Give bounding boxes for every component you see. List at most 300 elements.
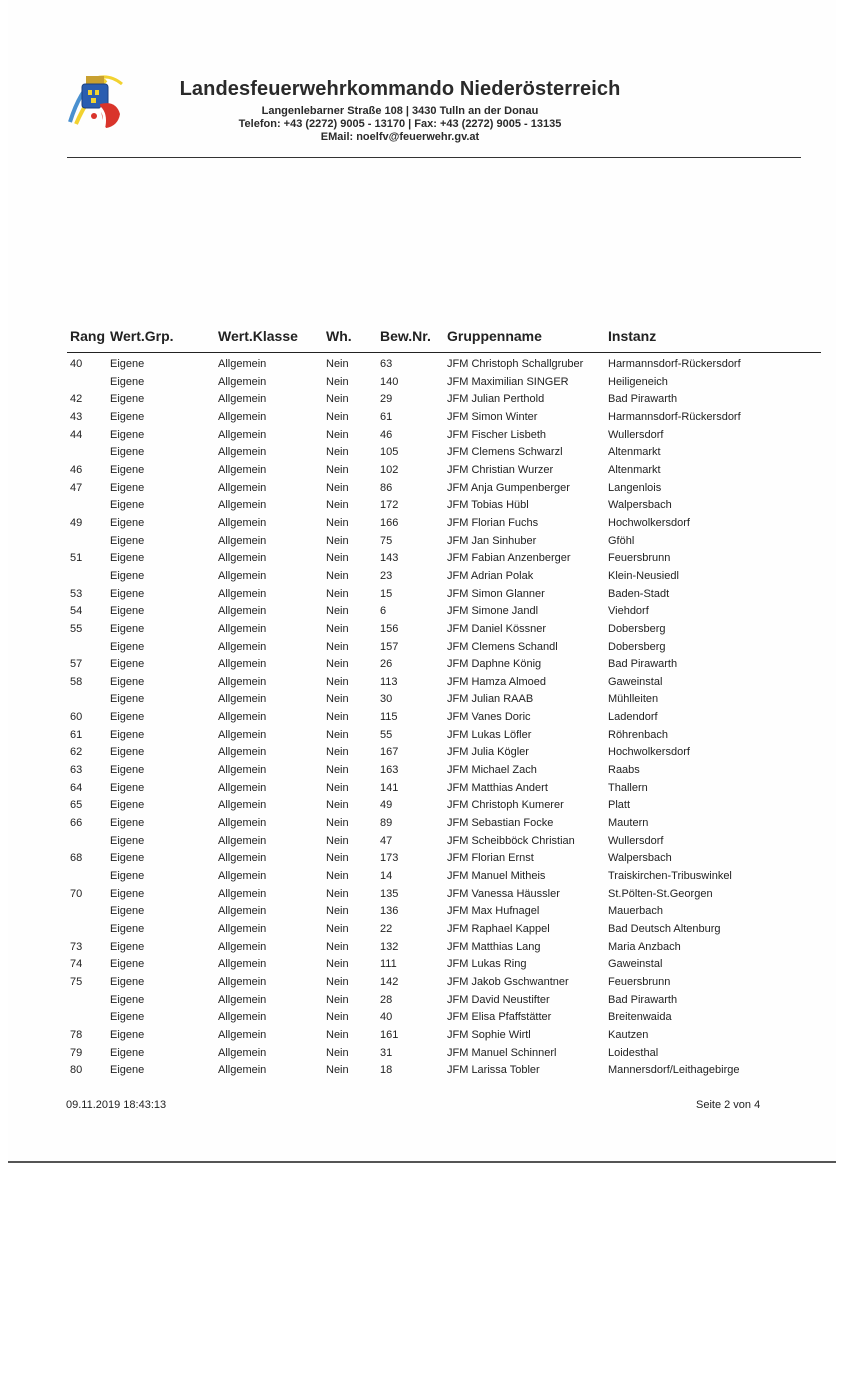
table-row [0,1009,850,1027]
table-row [0,868,850,886]
cell-rang: 43 [70,410,83,423]
cell-wertklasse: Allgemein [218,940,267,953]
cell-wertklasse: Allgemein [218,817,267,830]
cell-wertklasse: Allgemein [218,728,267,741]
cell-instanz: Mautern [608,817,649,830]
cell-instanz: Ladendorf [608,711,658,724]
cell-gruppenname: JFM Fabian Anzenberger [447,552,571,565]
cell-rang: 79 [70,1046,83,1059]
cell-wertgrp: Eigene [110,658,145,671]
cell-wertgrp: Eigene [110,852,145,865]
cell-wh: Nein [326,622,349,635]
cell-instanz: Walpersbach [608,852,672,865]
cell-bewnr: 105 [380,446,399,459]
cell-wh: Nein [326,393,349,406]
cell-wertgrp: Eigene [110,605,145,618]
cell-wertklasse: Allgemein [218,1064,267,1077]
cell-rang: 68 [70,852,83,865]
table-row [0,1062,850,1080]
cell-wh: Nein [326,640,349,653]
table-row [0,850,850,868]
table-row [0,409,850,427]
cell-gruppenname: JFM Clemens Schwarzl [447,446,563,459]
cell-wertklasse: Allgemein [218,375,267,388]
cell-wh: Nein [326,923,349,935]
cell-wertgrp: Eigene [110,463,145,476]
cell-wh: Nein [326,870,349,883]
cell-wh: Nein [326,1028,349,1041]
organization-address: Langenlebarner Straße 108 | 3430 Tulln an der Donau [261,105,539,117]
cell-gruppenname: JFM Larissa Tobler [447,1064,540,1077]
cell-gruppenname: JFM Maximilian SINGER [447,375,569,388]
cell-bewnr: 18 [380,1064,393,1077]
cell-wertgrp: Eigene [110,764,145,777]
cell-gruppenname: JFM Florian Fuchs [447,516,539,529]
table-row [0,903,850,921]
cell-bewnr: 102 [380,463,399,476]
cell-wh: Nein [326,1011,349,1024]
cell-wh: Nein [326,993,349,1006]
cell-wh: Nein [326,358,349,370]
cell-wh: Nein [326,711,349,724]
cell-instanz: Bad Pirawarth [608,993,678,1006]
organization-email: EMail: noelfv@feuerwehr.gv.at [320,131,480,143]
cell-rang: 42 [70,393,83,406]
cell-rang: 53 [70,587,83,600]
cell-wertgrp: Eigene [110,569,145,582]
cell-gruppenname: JFM Adrian Polak [447,569,534,582]
cell-instanz: Bad Pirawarth [608,393,678,406]
cell-bewnr: 15 [380,587,393,600]
table-row [0,921,850,939]
cell-wertgrp: Eigene [110,975,145,988]
cell-instanz: Feuersbrunn [608,552,671,565]
cell-rang: 63 [70,764,83,777]
table-row [0,762,850,780]
cell-gruppenname: JFM Florian Ernst [447,852,534,865]
cell-bewnr: 40 [380,1011,393,1024]
cell-instanz: Baden-Stadt [608,587,670,600]
cell-instanz: Langenlois [608,481,662,494]
cell-wertgrp: Eigene [110,640,145,653]
cell-bewnr: 173 [380,852,399,865]
cell-rang: 57 [70,658,83,671]
cell-instanz: Feuersbrunn [608,975,671,988]
cell-wertgrp: Eigene [110,587,145,600]
cell-wertklasse: Allgemein [218,923,267,935]
cell-instanz: Dobersberg [608,622,666,635]
cell-bewnr: 156 [380,622,399,635]
cell-wertgrp: Eigene [110,887,145,900]
cell-bewnr: 14 [380,870,393,883]
cell-wertklasse: Allgemein [218,622,267,635]
cell-gruppenname: JFM Simon Glanner [447,587,545,600]
cell-instanz: Heiligeneich [608,375,668,388]
cell-wh: Nein [326,817,349,830]
cell-wh: Nein [326,799,349,812]
cell-bewnr: 86 [380,481,393,494]
cell-instanz: Maria Anzbach [608,940,681,953]
cell-wertklasse: Allgemein [218,658,267,671]
cell-wertklasse: Allgemein [218,1046,267,1059]
table-row [0,744,850,762]
table-row [0,1045,850,1063]
cell-wh: Nein [326,675,349,688]
print-timestamp: 09.11.2019 18:43:13 [66,1099,167,1111]
cell-bewnr: 136 [380,905,399,918]
cell-wh: Nein [326,569,349,582]
cell-gruppenname: JFM Anja Gumpenberger [447,481,570,494]
table-row [0,797,850,815]
cell-instanz: Wullersdorf [608,834,664,847]
cell-rang: 80 [70,1064,83,1077]
table-row [0,815,850,833]
cell-wertgrp: Eigene [110,1064,145,1077]
organization-title: Landesfeuerwehrkommando Niederösterreich [179,78,621,100]
cell-wh: Nein [326,587,349,600]
table-row [0,550,850,568]
cell-bewnr: 23 [380,569,393,582]
cell-instanz: Kautzen [608,1028,649,1041]
cell-instanz: Röhrenbach [608,728,668,741]
table-row [0,886,850,904]
cell-instanz: Bad Pirawarth [608,658,678,671]
cell-wertklasse: Allgemein [218,516,267,529]
cell-gruppenname: JFM Lukas Löfler [447,728,532,741]
cell-wertklasse: Allgemein [218,834,267,847]
cell-gruppenname: JFM Max Hufnagel [447,905,540,918]
cell-bewnr: 61 [380,410,393,423]
cell-wh: Nein [326,428,349,441]
cell-gruppenname: JFM Jan Sinhuber [447,534,537,547]
cell-wertgrp: Eigene [110,993,145,1006]
table-row [0,533,850,551]
cell-wh: Nein [326,746,349,759]
cell-bewnr: 115 [380,711,398,724]
cell-wertklasse: Allgemein [218,975,267,988]
cell-bewnr: 55 [380,728,393,741]
cell-gruppenname: JFM Raphael Kappel [447,923,550,935]
table-row [0,939,850,957]
cell-bewnr: 140 [380,375,399,388]
cell-rang: 78 [70,1028,83,1041]
cell-instanz: Mühlleiten [608,693,659,706]
cell-wertklasse: Allgemein [218,446,267,459]
cell-wertgrp: Eigene [110,905,145,918]
cell-bewnr: 161 [380,1028,399,1041]
cell-wh: Nein [326,463,349,476]
cell-gruppenname: JFM Matthias Andert [447,781,548,794]
cell-wertgrp: Eigene [110,410,145,423]
cell-gruppenname: JFM Christoph Schallgruber [447,358,584,370]
cell-wertklasse: Allgemein [218,358,267,370]
cell-wertgrp: Eigene [110,711,145,724]
column-header-rang: Rang [70,328,105,344]
cell-wh: Nein [326,1046,349,1059]
cell-wh: Nein [326,410,349,423]
cell-wertklasse: Allgemein [218,1028,267,1041]
cell-wertklasse: Allgemein [218,552,267,565]
cell-rang: 66 [70,817,83,830]
table-row [0,391,850,409]
cell-wertgrp: Eigene [110,834,145,847]
cell-bewnr: 31 [380,1046,393,1059]
cell-wertgrp: Eigene [110,817,145,830]
cell-instanz: Viehdorf [608,605,649,618]
organization-phone-fax: Telefon: +43 (2272) 9005 - 13170 | Fax: +43 (2272) 9005 - 13135 [238,118,562,130]
cell-rang: 60 [70,711,83,724]
cell-bewnr: 157 [380,640,399,653]
cell-wertgrp: Eigene [110,923,145,935]
cell-rang: 49 [70,516,83,529]
cell-gruppenname: JFM Vanes Doric [447,711,531,724]
table-row [0,956,850,974]
cell-rang: 70 [70,887,83,900]
page-bottom-edge [8,1161,836,1163]
cell-rang: 54 [70,605,83,618]
cell-instanz: Bad Deutsch Altenburg [608,923,721,935]
cell-rang: 64 [70,781,83,794]
cell-wertklasse: Allgemein [218,711,267,724]
cell-wertgrp: Eigene [110,746,145,759]
table-row [0,462,850,480]
cell-rang: 51 [70,552,83,565]
cell-wertgrp: Eigene [110,1011,145,1024]
cell-gruppenname: JFM Daphne König [447,658,542,671]
table-row [0,709,850,727]
cell-rang: 58 [70,675,83,688]
results-table-header [0,326,850,354]
cell-gruppenname: JFM Julian RAAB [447,693,534,706]
cell-instanz: St.Pölten-St.Georgen [608,887,713,900]
cell-wertklasse: Allgemein [218,870,267,883]
cell-gruppenname: JFM Clemens Schandl [447,640,558,653]
table-row [0,780,850,798]
cell-bewnr: 30 [380,693,393,706]
cell-bewnr: 166 [380,516,399,529]
cell-wertklasse: Allgemein [218,852,267,865]
cell-rang: 75 [70,975,83,988]
cell-instanz: Breitenwaida [608,1011,672,1024]
cell-gruppenname: JFM Hamza Almoed [447,675,547,688]
cell-gruppenname: JFM Sebastian Focke [447,817,554,830]
cell-gruppenname: JFM Christoph Kumerer [447,799,564,812]
cell-gruppenname: JFM Julian Perthold [447,393,545,406]
table-row [0,515,850,533]
cell-wertklasse: Allgemein [218,675,267,688]
table-row [0,621,850,639]
cell-wertgrp: Eigene [110,799,145,812]
table-row [0,674,850,692]
cell-instanz: Harmannsdorf-Rückersdorf [608,410,741,423]
column-header-bewnr: Bew.Nr. [380,328,431,344]
cell-rang: 62 [70,746,83,759]
cell-instanz: Loidesthal [608,1046,659,1059]
cell-wertgrp: Eigene [110,552,145,565]
cell-wertklasse: Allgemein [218,534,267,547]
cell-instanz: Altenmarkt [608,446,661,459]
cell-wertgrp: Eigene [110,499,145,512]
cell-instanz: Altenmarkt [608,463,661,476]
column-header-wertklasse: Wert.Klasse [218,328,298,344]
cell-instanz: Traiskirchen-Tribuswinkel [608,870,732,883]
cell-instanz: Harmannsdorf-Rückersdorf [608,358,741,370]
cell-wertgrp: Eigene [110,393,145,406]
cell-wertklasse: Allgemein [218,1011,267,1024]
table-row [0,1027,850,1045]
cell-wh: Nein [326,764,349,777]
cell-rang: 61 [70,728,83,741]
table-row [0,656,850,674]
cell-rang: 74 [70,958,83,971]
cell-wh: Nein [326,605,349,618]
cell-instanz: Gföhl [608,534,635,547]
cell-wertklasse: Allgemein [218,905,267,918]
results-table-body [0,356,850,1080]
cell-wh: Nein [326,658,349,671]
table-row [0,444,850,462]
cell-wh: Nein [326,693,349,706]
table-row [0,497,850,515]
cell-instanz: Klein-Neusiedl [608,569,679,582]
cell-instanz: Thallern [608,781,648,794]
cell-gruppenname: JFM Michael Zach [447,764,537,777]
table-row [0,603,850,621]
cell-wertgrp: Eigene [110,675,145,688]
cell-wh: Nein [326,499,349,512]
cell-gruppenname: JFM Lukas Ring [447,958,527,971]
cell-rang: 55 [70,622,83,635]
cell-wertklasse: Allgemein [218,499,267,512]
cell-wertgrp: Eigene [110,358,145,370]
cell-rang: 46 [70,463,83,476]
cell-bewnr: 135 [380,887,399,900]
cell-bewnr: 172 [380,499,399,512]
cell-bewnr: 113 [380,675,398,688]
cell-wh: Nein [326,516,349,529]
cell-gruppenname: JFM Elisa Pfaffstätter [447,1011,552,1024]
column-header-wertgrp: Wert.Grp. [110,328,174,344]
cell-wh: Nein [326,940,349,953]
cell-wertgrp: Eigene [110,375,145,388]
cell-wertklasse: Allgemein [218,781,267,794]
cell-wertgrp: Eigene [110,1028,145,1041]
cell-gruppenname: JFM Fischer Lisbeth [447,428,547,441]
header-divider [67,157,801,158]
cell-gruppenname: JFM Jakob Gschwantner [447,975,569,988]
table-row [0,691,850,709]
table-row [0,480,850,498]
table-row [0,639,850,657]
cell-wertgrp: Eigene [110,428,145,441]
cell-gruppenname: JFM Simon Winter [447,410,538,423]
cell-wertklasse: Allgemein [218,693,267,706]
cell-wh: Nein [326,905,349,918]
cell-wertklasse: Allgemein [218,569,267,582]
cell-wh: Nein [326,975,349,988]
cell-bewnr: 167 [380,746,399,759]
cell-wh: Nein [326,887,349,900]
cell-gruppenname: JFM Manuel Schinnerl [447,1046,557,1059]
cell-wertgrp: Eigene [110,958,145,971]
cell-bewnr: 143 [380,552,399,565]
cell-wh: Nein [326,728,349,741]
cell-gruppenname: JFM Simone Jandl [447,605,539,618]
column-header-wh: Wh. [326,328,352,344]
cell-bewnr: 63 [380,358,393,370]
cell-bewnr: 132 [380,940,399,953]
cell-wh: Nein [326,375,349,388]
column-header-gruppenname: Gruppenname [447,328,542,344]
cell-rang: 47 [70,481,83,494]
table-row [0,356,850,374]
table-row [0,992,850,1010]
cell-instanz: Walpersbach [608,499,672,512]
cell-instanz: Wullersdorf [608,428,664,441]
cell-bewnr: 26 [380,658,393,671]
cell-bewnr: 111 [380,958,397,971]
cell-gruppenname: JFM Scheibböck Christian [447,834,575,847]
cell-rang: 40 [70,358,83,370]
cell-bewnr: 29 [380,393,393,406]
cell-wertgrp: Eigene [110,870,145,883]
table-header-divider [67,352,821,353]
table-row [0,427,850,445]
cell-gruppenname: JFM Manuel Mitheis [447,870,546,883]
cell-wertklasse: Allgemein [218,640,267,653]
cell-wertgrp: Eigene [110,622,145,635]
cell-bewnr: 22 [380,923,393,935]
table-row [0,727,850,745]
cell-wh: Nein [326,446,349,459]
cell-wertgrp: Eigene [110,1046,145,1059]
cell-wh: Nein [326,534,349,547]
table-row [0,833,850,851]
cell-gruppenname: JFM Tobias Hübl [447,499,529,512]
cell-gruppenname: JFM Sophie Wirtl [447,1028,531,1041]
cell-instanz: Gaweinstal [608,958,663,971]
cell-rang: 73 [70,940,83,953]
cell-wertgrp: Eigene [110,693,145,706]
cell-bewnr: 46 [380,428,393,441]
cell-rang: 65 [70,799,83,812]
cell-instanz: Hochwolkersdorf [608,516,690,529]
cell-bewnr: 47 [380,834,393,847]
cell-wertgrp: Eigene [110,516,145,529]
cell-wertklasse: Allgemein [218,958,267,971]
column-header-instanz: Instanz [608,328,657,344]
cell-wertgrp: Eigene [110,446,145,459]
cell-wertklasse: Allgemein [218,463,267,476]
cell-instanz: Dobersberg [608,640,666,653]
cell-bewnr: 28 [380,993,393,1006]
cell-wertgrp: Eigene [110,781,145,794]
cell-instanz: Mauerbach [608,905,664,918]
cell-wh: Nein [326,1064,349,1077]
cell-bewnr: 49 [380,799,393,812]
cell-gruppenname: JFM David Neustifter [447,993,550,1006]
cell-wertgrp: Eigene [110,728,145,741]
cell-wh: Nein [326,958,349,971]
cell-instanz: Raabs [608,764,640,777]
cell-wh: Nein [326,552,349,565]
cell-wertklasse: Allgemein [218,393,267,406]
cell-gruppenname: JFM Daniel Kössner [447,622,547,635]
cell-gruppenname: JFM Julia Kögler [447,746,529,759]
cell-instanz: Platt [608,799,631,812]
cell-wertgrp: Eigene [110,481,145,494]
cell-wertklasse: Allgemein [218,605,267,618]
